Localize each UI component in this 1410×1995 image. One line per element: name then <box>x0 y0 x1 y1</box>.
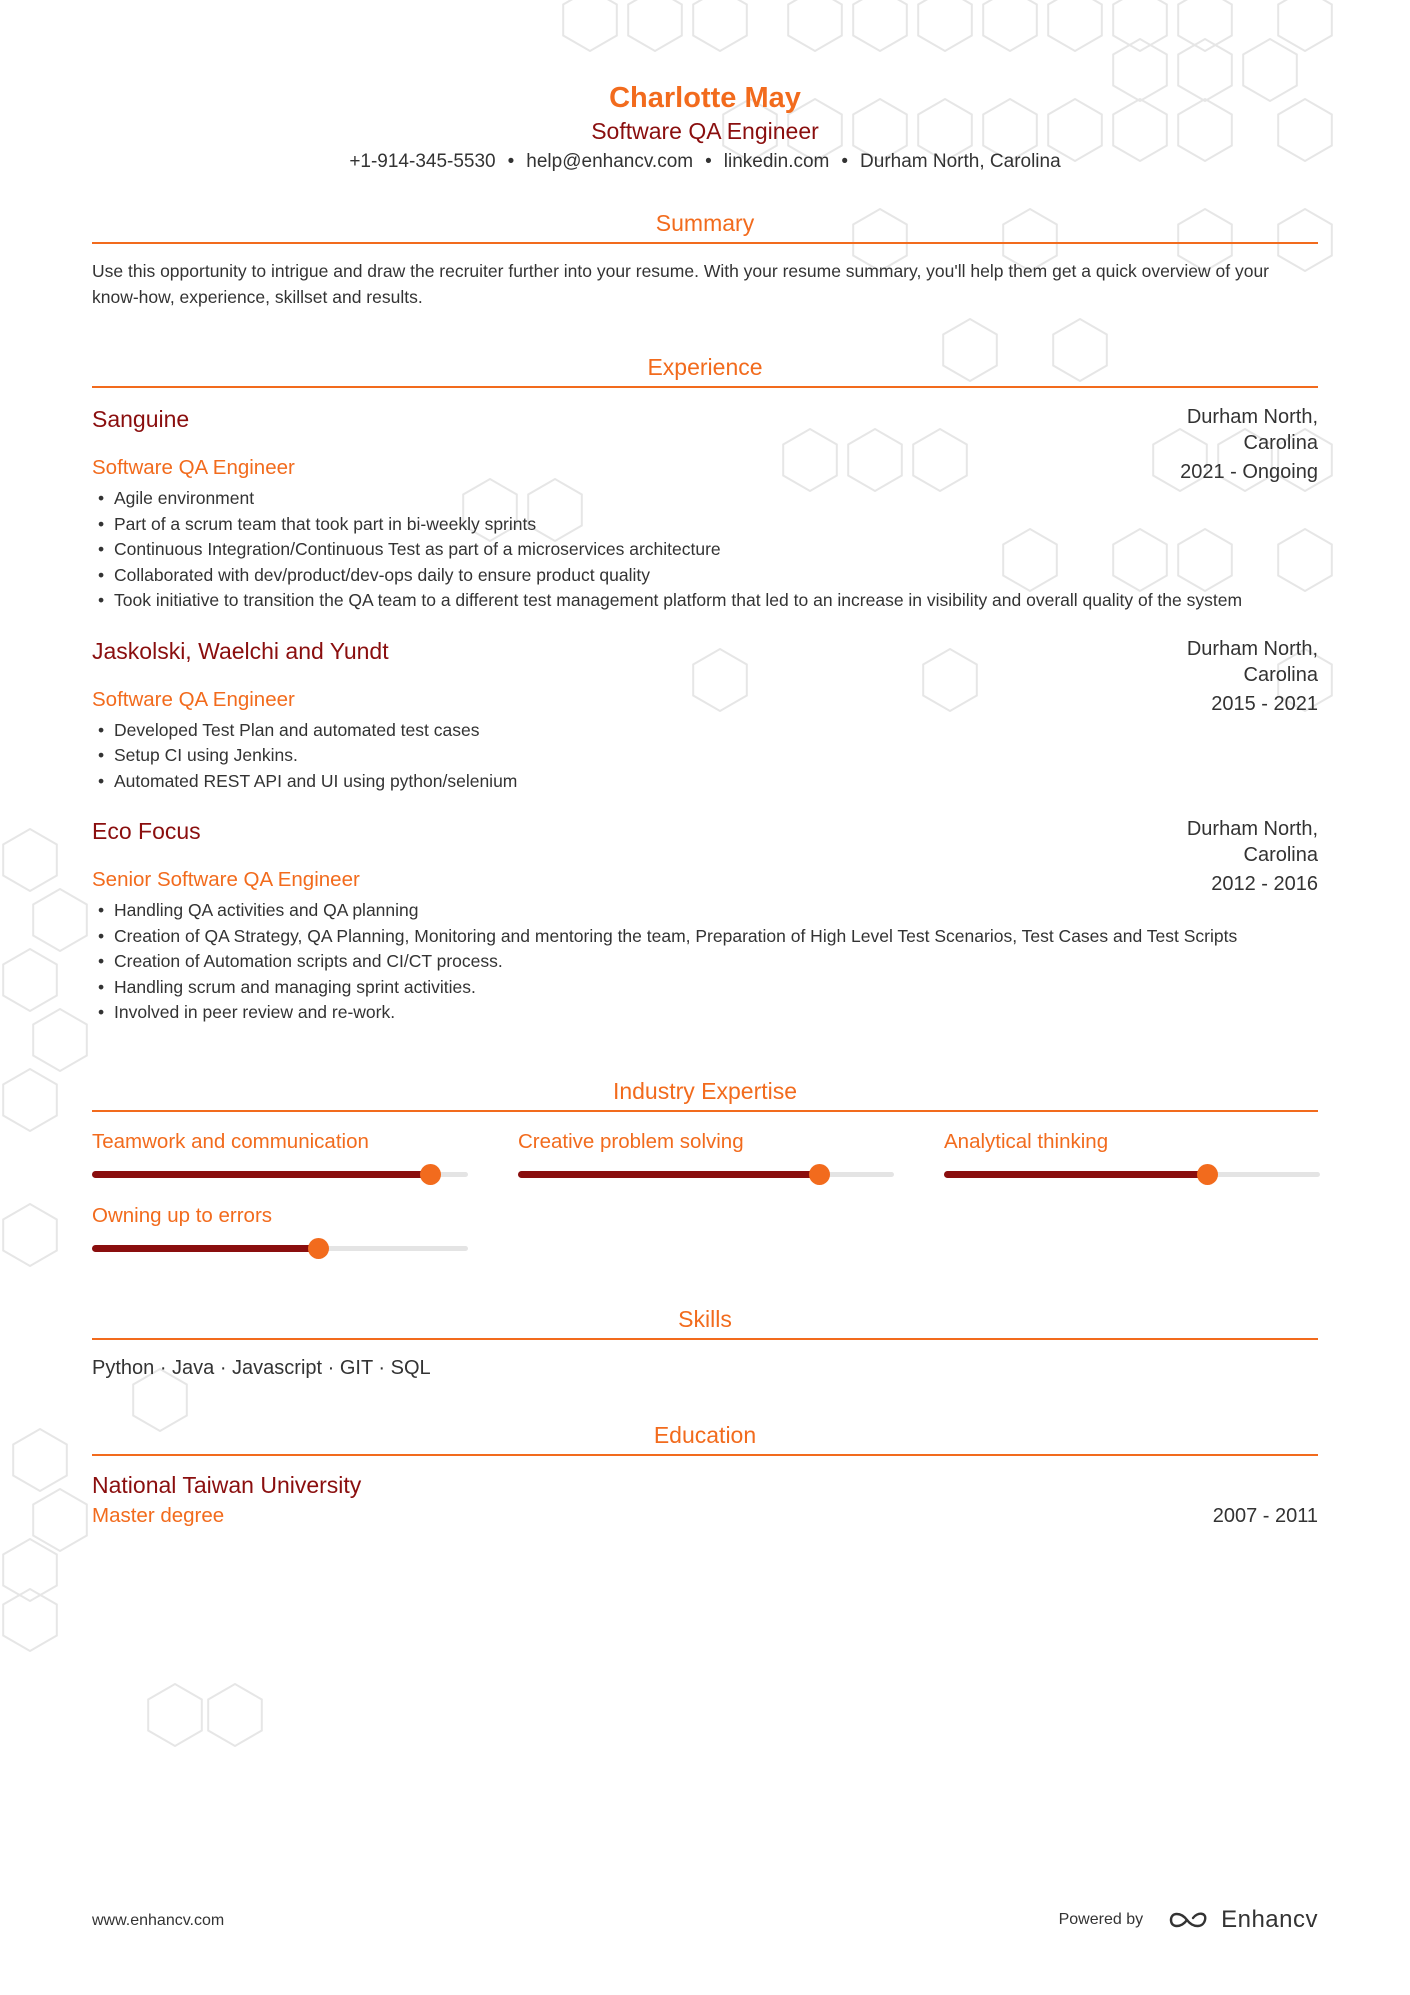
contact-line <box>92 148 1318 176</box>
expertise-label: Analytical thinking <box>944 1129 1109 1153</box>
contact-separator: • <box>705 151 712 172</box>
expertise-item <box>92 1128 468 1178</box>
industry-expertise-heading: Industry Expertise <box>92 1076 1318 1112</box>
experience-heading: Experience <box>92 352 1318 388</box>
job-company: Sanguine <box>92 406 190 432</box>
experience-section <box>92 352 1318 1026</box>
expertise-bar-fill <box>518 1171 819 1178</box>
job-bullet: • Handling scrum and managing sprint activities. <box>92 975 1318 1001</box>
expertise-bar-fill <box>92 1245 318 1252</box>
decorative-hexagon <box>33 1489 87 1551</box>
decorative-hexagon <box>3 1069 57 1131</box>
job-bullet: • Part of a scrum team that took part in bi-weekly sprints <box>92 512 1318 538</box>
expertise-grid <box>92 1128 1318 1252</box>
expertise-level-bar <box>92 1244 468 1252</box>
job-entry <box>92 636 1318 795</box>
expertise-bar-fill <box>92 1171 430 1178</box>
expertise-label: Owning up to errors <box>92 1203 273 1227</box>
job-dates: 2012 - 2016 <box>1211 873 1318 895</box>
job-role: Senior Software QA Engineer <box>92 868 360 891</box>
industry-expertise-section <box>92 1076 1318 1252</box>
expertise-level-bar <box>944 1170 1320 1178</box>
education-entry <box>92 1470 1318 1530</box>
summary-text: Use this opportunity to intrigue and draw the recruiter further into your resume. With your resume summary, you'll help them get a quick overview of your know-how, experience, skillset and results. <box>92 261 1270 307</box>
summary-section <box>92 208 1318 310</box>
job-bullet: • Setup CI using Jenkins. <box>92 743 1318 769</box>
decorative-hexagon <box>3 829 57 891</box>
enhancv-brand-name: Enhancv <box>1221 1906 1318 1933</box>
candidate-title: Software QA Engineer <box>591 118 819 144</box>
expertise-level-knob <box>1197 1164 1218 1185</box>
job-bullet: • Collaborated with dev/product/dev-ops daily to ensure product quality <box>92 563 1318 589</box>
job-bullet: • Involved in peer review and re-work. <box>92 1000 1318 1026</box>
job-bullet: • Creation of QA Strategy, QA Planning, Monitoring and mentoring the team, Preparation of High Level Test Scenarios, Test Cases and Test Scripts <box>92 924 1318 950</box>
decorative-hexagon <box>33 1009 87 1071</box>
job-location: Durham North, Carolina <box>1186 637 1318 686</box>
education-dates: 2007 - 2011 <box>1212 1504 1318 1527</box>
job-bullet: • Continuous Integration/Continuous Test as part of a microservices architecture <box>92 537 1318 563</box>
job-bullet-list <box>92 718 1318 795</box>
decorative-hexagon <box>13 1429 67 1491</box>
degree: Master degree <box>92 1503 225 1527</box>
expertise-level-knob <box>809 1164 830 1185</box>
decorative-hexagon <box>208 1684 262 1746</box>
education-section <box>92 1420 1318 1530</box>
job-bullet: • Automated REST API and UI using python/selenium <box>92 769 1318 795</box>
job-bullet: • Handling QA activities and QA planning <box>92 898 1318 924</box>
candidate-name: Charlotte May <box>609 82 801 114</box>
job-meta <box>1148 404 1318 485</box>
job-bullet: • Creation of Automation scripts and CI/CT process. <box>92 949 1318 975</box>
job-bullet: • Developed Test Plan and automated test cases <box>92 718 1318 744</box>
decorative-hexagon <box>3 949 57 1011</box>
decorative-hexagon <box>33 889 87 951</box>
skills-section <box>92 1304 1318 1382</box>
job-bullet-list <box>92 898 1318 1026</box>
summary-heading: Summary <box>92 208 1318 244</box>
skills-heading: Skills <box>92 1304 1318 1340</box>
expertise-label: Teamwork and communication <box>92 1129 369 1153</box>
job-entry <box>92 404 1318 614</box>
resume-header <box>92 0 1318 176</box>
job-role: Software QA Engineer <box>92 687 295 711</box>
expertise-level-knob <box>420 1164 441 1185</box>
expertise-bar-fill <box>944 1171 1207 1178</box>
job-bullet: • Agile environment <box>92 486 1318 512</box>
enhancv-logo-icon <box>1167 1908 1211 1932</box>
expertise-level-knob <box>308 1238 329 1259</box>
resume-page <box>92 0 1318 1530</box>
phone-number[interactable]: +1-914-345-5530 <box>349 151 496 172</box>
powered-by-label: Powered by <box>1058 1911 1144 1928</box>
decorative-hexagon <box>3 1589 57 1651</box>
decorative-hexagon <box>148 1684 202 1746</box>
expertise-item <box>518 1128 894 1178</box>
job-meta <box>1148 636 1318 717</box>
job-dates: 2015 - 2021 <box>1211 692 1318 715</box>
decorative-hexagon <box>3 1539 57 1601</box>
job-bullet: • Took initiative to transition the QA team to a different test management platform that led to an increase in visibility and overall quality of the system <box>92 588 1318 614</box>
powered-by-block <box>1059 1906 1318 1934</box>
job-bullet-list <box>92 486 1318 614</box>
website-link[interactable]: www.enhancv.com <box>92 1912 225 1929</box>
expertise-item <box>944 1128 1320 1178</box>
job-dates: 2021 - Ongoing <box>1180 461 1318 483</box>
job-company: Jaskolski, Waelchi and Yundt <box>92 637 389 664</box>
location-text: Durham North, Carolina <box>860 151 1061 172</box>
job-meta <box>1148 816 1318 897</box>
expertise-level-bar <box>518 1170 894 1178</box>
job-location: Durham North, Carolina <box>1186 818 1318 866</box>
job-location: Durham North, Carolina <box>1186 406 1318 454</box>
skills-list: Python · Java · Javascript · GIT · SQL <box>92 1356 431 1379</box>
job-list <box>92 404 1318 1026</box>
job-role: Software QA Engineer <box>92 456 295 479</box>
education-heading: Education <box>92 1420 1318 1456</box>
expertise-level-bar <box>92 1170 468 1178</box>
expertise-item <box>92 1202 468 1252</box>
school-name: National Taiwan University <box>92 1471 362 1498</box>
job-entry <box>92 816 1318 1026</box>
linkedin-link[interactable]: linkedin.com <box>723 151 830 172</box>
decorative-hexagon <box>3 1204 57 1266</box>
contact-separator: • <box>507 151 515 172</box>
page-footer <box>92 1906 1318 1936</box>
contact-separator: • <box>841 151 849 172</box>
job-company: Eco Focus <box>92 818 201 844</box>
email-link[interactable]: help@enhancv.com <box>526 151 694 172</box>
expertise-label: Creative problem solving <box>518 1129 744 1153</box>
